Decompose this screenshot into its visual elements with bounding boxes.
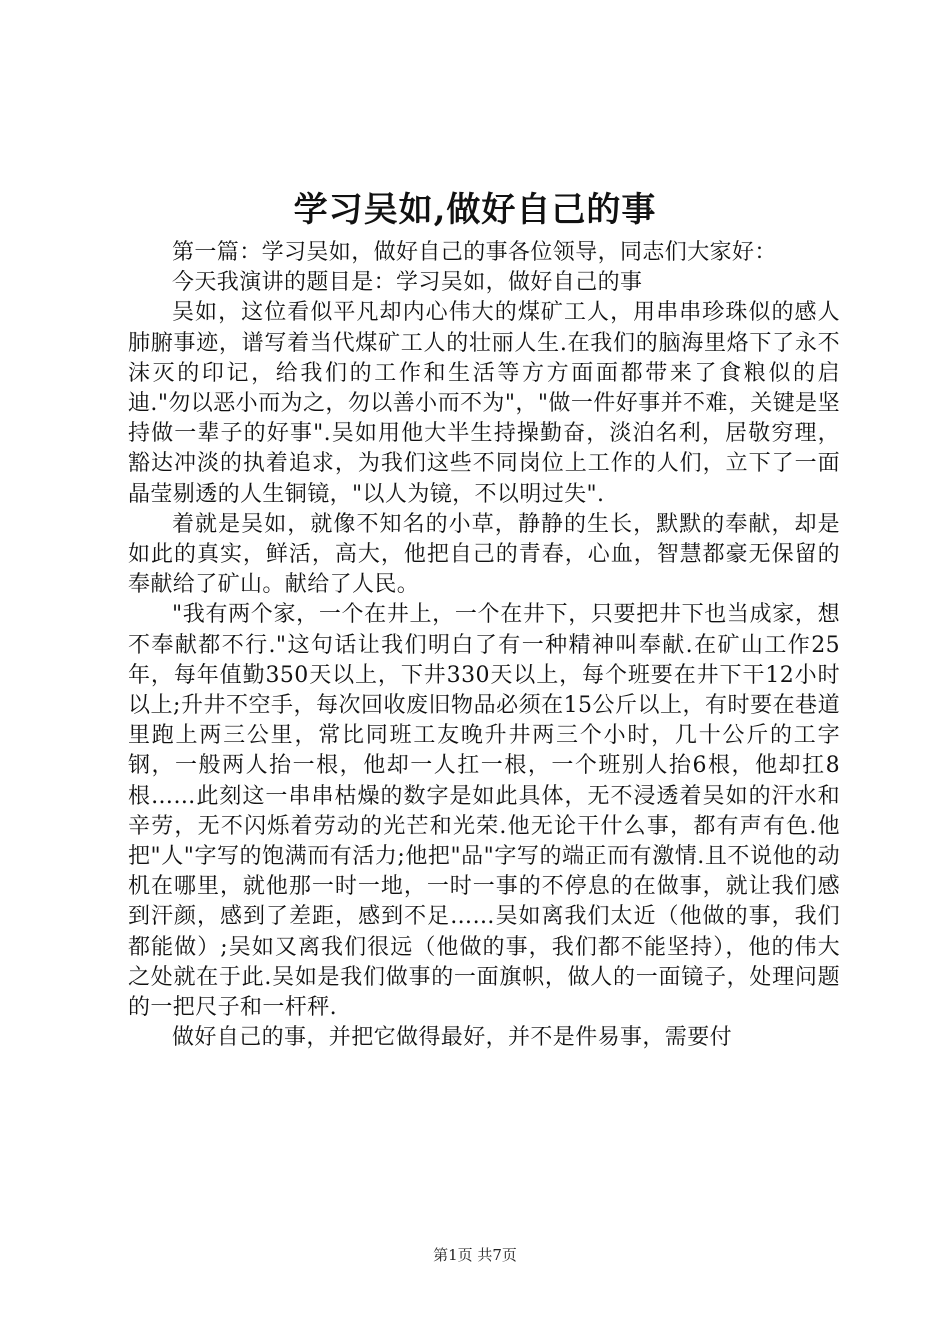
document-title: 学习吴如,做好自己的事 [293,190,657,230]
paragraph: 今天我演讲的题目是：学习吴如，做好自己的事 [172,270,643,296]
paragraph: 第一篇：学习吴如，做好自己的事各位领导，同志们大家好： [172,240,777,265]
paragraph: "我有两个家，一个在井上，一个在井下，只要把井下也当成家，想不奉献都不行."这句话让我们明白了有一种精神叫奉献.在矿山工作25年，每年值勤350天以上，下井330天以上，每个班要在井下干12小时以上;升井不空手，每次回收废旧物品必须在15公斤以上，有时要在巷道里跑上两三公里，常比同班工友晚升井两三个小时，几十公斤的工字钢，一般两人抬一根，他却一人扛一根，一个班别人抬6根，他却扛8根……此刻这一串串枯燥的数字是如此具体，无不浸透着吴如的汗水和辛劳，无不闪烁着劳动的光芒和光荣.他无论干什么事，都有声有色.他把"人"字写的饱满而有活力;他把"品"字写的端正而有激情.且不说他的动机在哪里，就他那一时一地，一时一事的不停息的在做事，就让我们感到汗颜，感到了差距，感到不足……吴如离我们太近（他做的事，我们都能做）;吴如又离我们很远（他做的事，我们都不能坚持），他的伟大之处就在于此.吴如是我们做事的一面旗帜，做人的一面镜子，处理问题的一把尺子和一杆秤. [128,602,840,1021]
paragraph: 吴如，这位看似平凡却内心伟大的煤矿工人，用串串珍珠似的感人肺腑事迹，谱写着当代煤矿工人的壮丽人生.在我们的脑海里烙下了永不沫灭的印记，给我们的工作和生活等方方面面都带来了食粮似的启迪."勿以恶小而为之，勿以善小而不为"，"做一件好事并不难，关键是坚持做一辈子的好事".吴如用他大半生持操勤奋，淡泊名利，居敬穷理，豁达冲淡的执着追求，为我们这些不同岗位上工作的人们，立下了一面晶莹剔透的人生铜镜，"以人为镜，不以明过失". [128,300,840,507]
paragraph: 着就是吴如，就像不知名的小草，静静的生长，默默的奉献，却是如此的真实，鲜活，高大，他把自己的青春，心血，智慧都豪无保留的奉献给了矿山。献给了人民。 [128,511,840,598]
page-number-footer: 第1页 共7页 [433,1246,517,1264]
document-body [128,238,840,1053]
paragraph: 做好自己的事，并把它做得最好，并不是件易事，需要付 [172,1025,733,1051]
